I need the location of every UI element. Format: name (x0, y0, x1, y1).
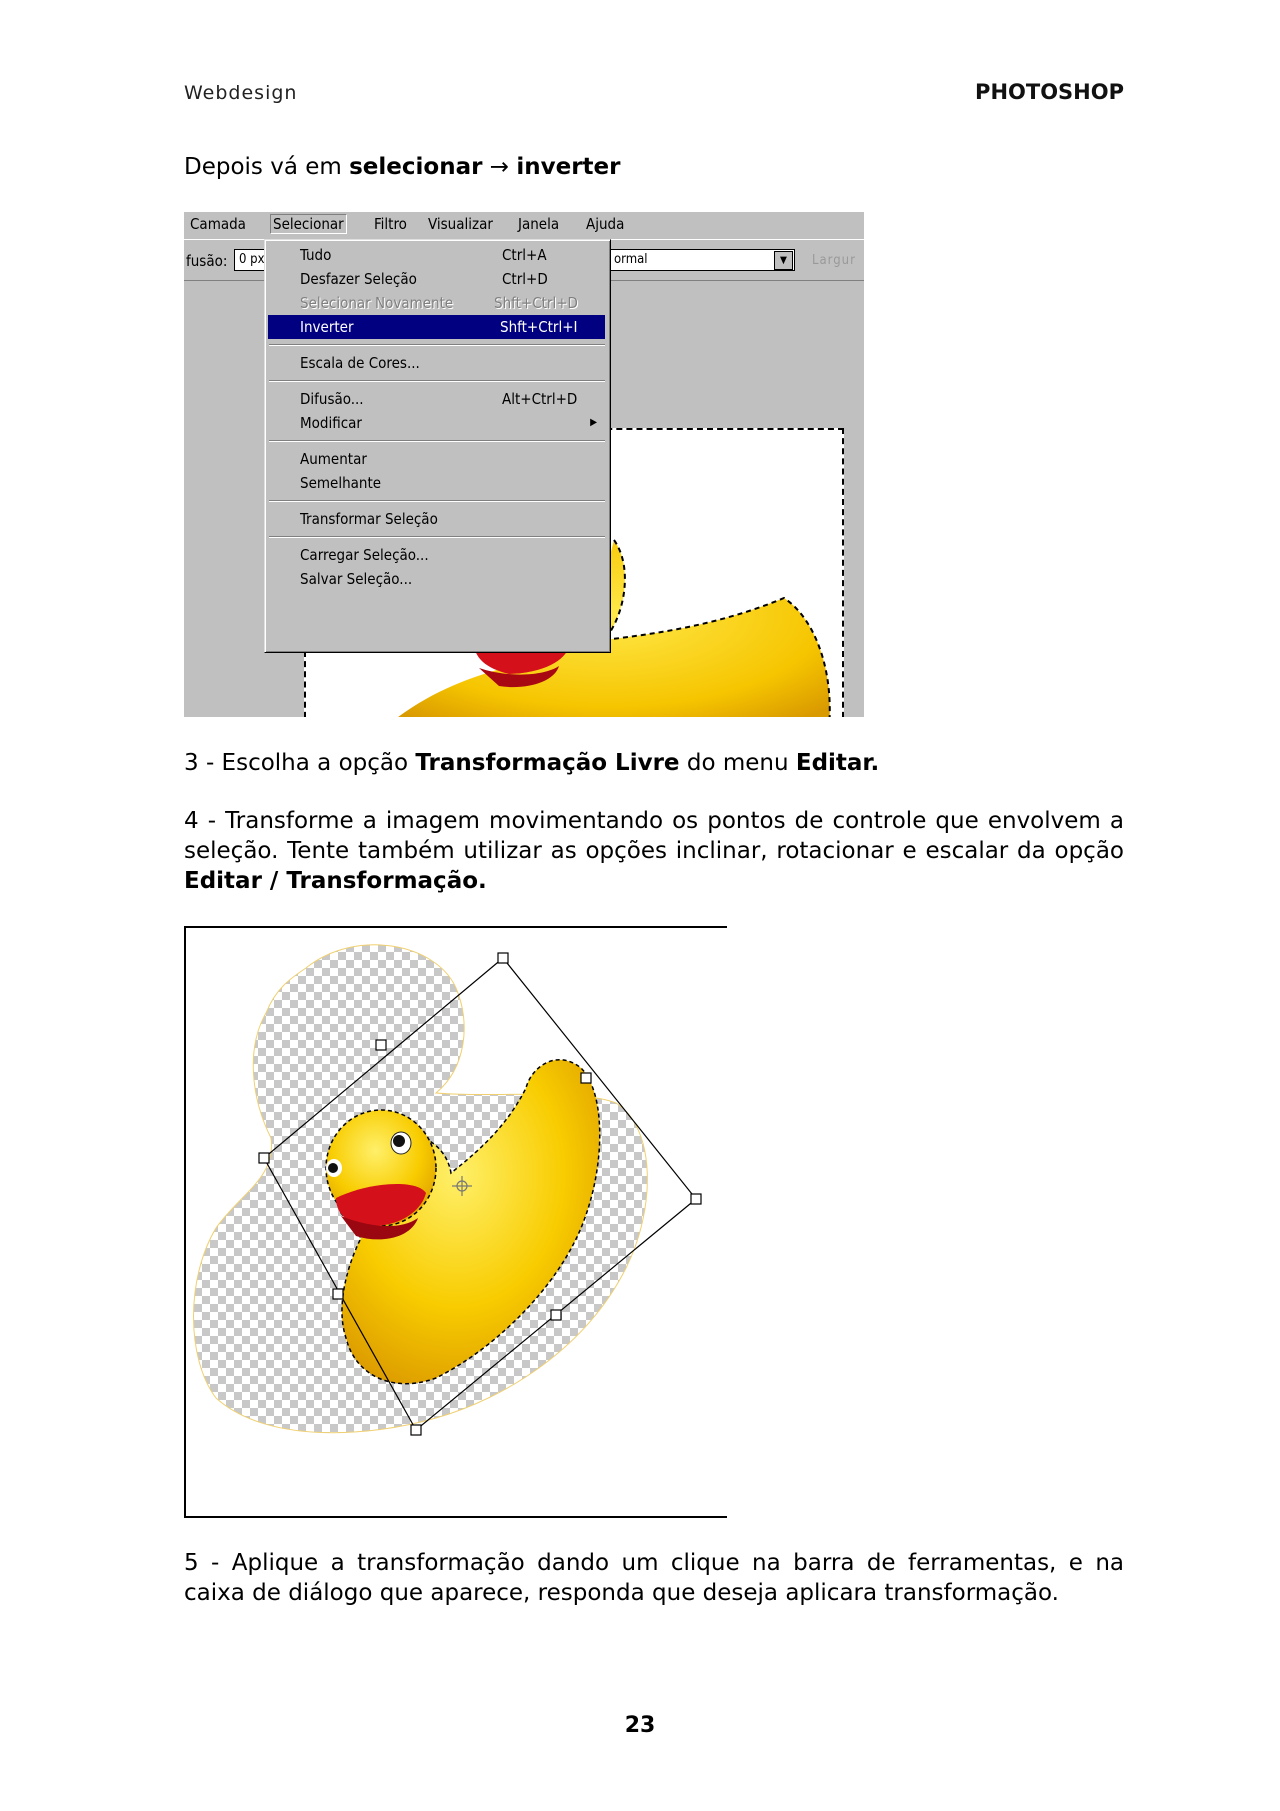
menu-item-aumentar[interactable]: Aumentar (300, 450, 367, 468)
menu-separator (269, 440, 605, 442)
menu-item-inverter[interactable]: Inverter Shft+Ctrl+I (268, 315, 605, 339)
mode-select[interactable]: ormal (609, 249, 795, 271)
menu-ajuda[interactable]: Ajuda (586, 215, 625, 233)
menu-separator (269, 380, 605, 382)
chevron-down-icon[interactable]: ▼ (774, 251, 793, 270)
photoshop-select-menu-screenshot (184, 212, 864, 717)
page-number: 23 (624, 1713, 656, 1738)
handle-right[interactable] (691, 1194, 701, 1204)
menu-filtro[interactable]: Filtro (374, 215, 407, 233)
feather-input[interactable]: 0 px (234, 249, 274, 271)
selecionar-dropdown-menu (264, 239, 611, 653)
step-4-paragraph: 4 - Transforme a imagem movimentando os pontos de controle que envolvem a seleção. Tente também utilizar as opções inclinar, rotacionar e escalar da opção Editar / Transformação. (184, 808, 1124, 894)
menu-camada[interactable]: Camada (190, 215, 246, 233)
menu-item-transformar-selecao[interactable]: Transformar Seleção (300, 510, 438, 528)
menu-item-modificar[interactable]: Modificar ▶ (268, 411, 605, 435)
handle-right-upper[interactable] (581, 1073, 591, 1083)
menu-bar (184, 212, 864, 238)
menu-item-carregar-selecao[interactable]: Carregar Seleção... (300, 546, 429, 564)
header-right: PHOTOSHOP (975, 80, 1124, 104)
duck-transform-screenshot (184, 926, 727, 1518)
submenu-arrow-icon: ▶ (590, 417, 597, 428)
duck-transform-illustration (186, 928, 727, 1516)
feather-label: fusão: (186, 252, 228, 270)
handle-left[interactable] (259, 1153, 269, 1163)
menu-selecionar[interactable]: Selecionar (270, 214, 347, 234)
handle-bottom[interactable] (411, 1425, 421, 1435)
menu-item-escala-de-cores[interactable]: Escala de Cores... (300, 354, 420, 372)
menu-item-selecionar-novamente: Selecionar Novamente Shft+Ctrl+D (300, 294, 578, 312)
menu-item-semelhante[interactable]: Semelhante (300, 474, 382, 492)
handle-left-lower[interactable] (333, 1289, 343, 1299)
width-label: Largur (812, 253, 856, 268)
handle-top[interactable] (498, 953, 508, 963)
menu-separator (269, 344, 605, 346)
menu-item-salvar-selecao[interactable]: Salvar Seleção... (300, 570, 413, 588)
handle-left-upper[interactable] (376, 1040, 386, 1050)
step-3-paragraph: 3 - Escolha a opção Transformação Livre do menu Editar. (184, 750, 880, 776)
header-left: Webdesign (184, 82, 298, 104)
intro-paragraph: Depois vá em selecionar → inverter (184, 154, 621, 180)
menu-janela[interactable]: Janela (518, 215, 560, 233)
menu-item-difusao[interactable]: Difusão... Alt+Ctrl+D (300, 390, 578, 408)
menu-item-tudo[interactable]: Tudo Ctrl+A (300, 246, 547, 264)
menu-separator (269, 536, 605, 538)
step-5-paragraph: 5 - Aplique a transformação dando um clique na barra de ferramentas, e na caixa de diálogo que aparece, responda que deseja aplicara transformação. (184, 1550, 1124, 1606)
menu-visualizar[interactable]: Visualizar (428, 215, 493, 233)
menu-item-desfazer-selecao[interactable]: Desfazer Seleção Ctrl+D (300, 270, 548, 288)
menu-separator (269, 500, 605, 502)
handle-bottom-right[interactable] (551, 1310, 561, 1320)
